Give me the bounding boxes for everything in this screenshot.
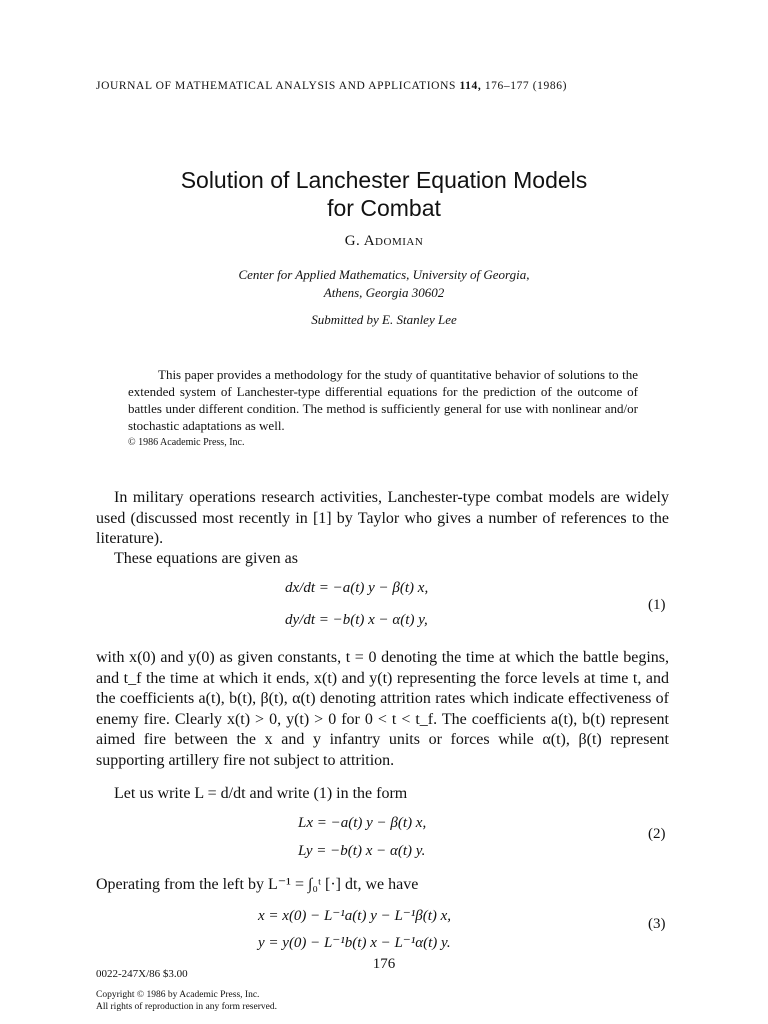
footer-rights: All rights of reproduction in any form reserved.: [96, 1002, 277, 1012]
submitted-by: Submitted by E. Stanley Lee: [311, 312, 457, 327]
title-line-2: for Combat: [327, 195, 441, 221]
equation-3a: x = x(0) − L⁻¹a(t) y − L⁻¹β(t) x,: [258, 908, 452, 924]
affiliation: [96, 266, 672, 302]
equation-1a: dx/dt = −a(t) y − β(t) x,: [285, 580, 429, 596]
equation-1b: dy/dt = −b(t) x − α(t) y,: [285, 612, 428, 628]
affiliation-line-2: Athens, Georgia 30602: [323, 285, 445, 300]
abstract-text: This paper provides a methodology for the study of quantitative behavior of solutions to the extended system of Lanchester-type differential equations for the prediction of the outcome of battles under different condition. The method is sufficiently general for use with nonlinear and/or stochastic adaptations as well.: [128, 367, 638, 433]
equation-2b: Ly = −b(t) x − α(t) y.: [298, 843, 426, 859]
paragraph-equations-intro: These equations are given as: [114, 550, 298, 567]
equation-2a: Lx = −a(t) y − β(t) x,: [298, 815, 427, 831]
journal-pages-year: 176–177 (1986): [484, 80, 568, 92]
paragraph-definitions: with x(0) and y(0) as given constants, t = 0 denoting the time at which the battle begins, and t_f the time at which it ends, x(t) and y(t) representing the force levels at time t, and the coefficients a(t), b(t), β(t), α(t) denoting attrition rates which indicate effectiveness of enemy fire. Clearly x(t) > 0, y(t) > 0 for 0 < t < t_f. The coefficients a(t), b(t) represent aimed fire between the x and y infantry units or forces while α(t), β(t) represent supporting artillery fire not subject to attrition.: [96, 649, 669, 769]
author-name: G. Adomian: [344, 233, 424, 249]
paragraph-operator: Let us write L = d/dt and write (1) in the form: [114, 785, 408, 802]
paragraph-inverse-operator: Operating from the left by L⁻¹ = ∫₀ᵗ [·] dt, we have: [96, 876, 419, 893]
equation-number-2: (2): [648, 826, 666, 842]
footer-code: 0022-247X/86 $3.00: [96, 968, 188, 980]
title-line-1: Solution of Lanchester Equation Models: [180, 167, 588, 193]
affiliation-line-1: Center for Applied Mathematics, University of Georgia,: [238, 267, 530, 282]
equation-3b: y = y(0) − L⁻¹b(t) x − L⁻¹α(t) y.: [258, 935, 451, 951]
abstract: [128, 366, 638, 451]
footer: [96, 968, 277, 1013]
running-header: [96, 80, 567, 92]
abstract-copyright: © 1986 Academic Press, Inc.: [128, 437, 245, 448]
equation-number-1: (1): [648, 597, 666, 613]
journal-volume: 114,: [459, 80, 482, 92]
page-number: 176: [372, 956, 396, 972]
paragraph-intro: In military operations research activities, Lanchester-type combat models are widely used (discussed most recently in [1] by Taylor who gives a number of references to the literature).: [96, 489, 669, 547]
paper-title: [96, 166, 672, 222]
equation-number-3: (3): [648, 916, 666, 932]
journal-name: JOURNAL OF MATHEMATICAL ANALYSIS AND APPLICATIONS: [96, 80, 456, 92]
footer-copyright: Copyright © 1986 by Academic Press, Inc.: [96, 990, 260, 1000]
